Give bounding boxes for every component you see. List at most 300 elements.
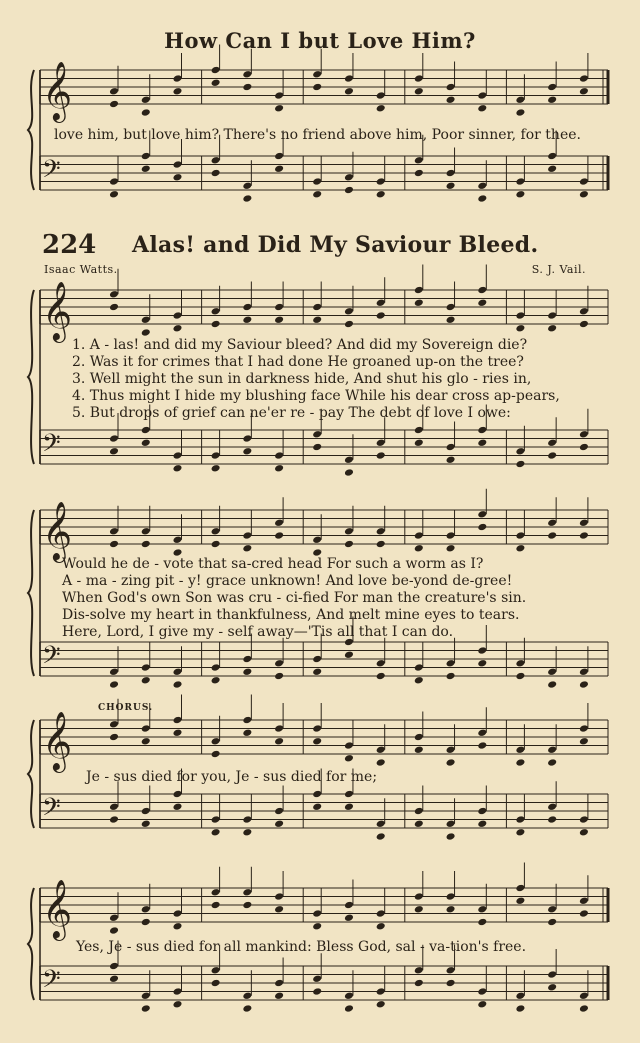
note-head	[376, 819, 386, 828]
note-head	[109, 100, 119, 109]
note-head	[211, 320, 221, 329]
note-head	[446, 315, 456, 324]
note-head	[414, 544, 424, 553]
note-head	[141, 328, 151, 337]
note-head	[211, 663, 221, 672]
note-head	[376, 540, 386, 549]
note-head	[211, 307, 221, 316]
author-credit: Isaac Watts.	[44, 263, 118, 276]
note-head	[211, 979, 221, 988]
note-head	[211, 888, 221, 897]
note-head	[547, 95, 557, 104]
treble-clef: 𝄞	[42, 880, 73, 939]
note-head	[312, 535, 322, 544]
note-head	[141, 152, 151, 161]
note-head	[446, 443, 456, 452]
note-head	[414, 169, 424, 178]
note-head	[242, 303, 252, 312]
verse-line-5a: 5. But drops of grief can ne'er re - pay The debt of love I owe:	[72, 405, 511, 421]
note-head	[344, 74, 354, 83]
note-head	[173, 909, 183, 918]
note-head	[414, 87, 424, 96]
note-head	[242, 83, 252, 92]
note-head	[344, 913, 354, 922]
note-head	[547, 758, 557, 767]
chorus-lyric-1: Je - sus died for you, Je - sus died for me;	[86, 769, 378, 785]
chorus-label: CHORUS.	[98, 703, 154, 713]
note-head	[414, 733, 424, 742]
treble-clef: 𝄞	[42, 282, 73, 341]
note-head	[477, 659, 487, 668]
note-head	[579, 737, 589, 746]
note-head	[376, 438, 386, 447]
note-head	[515, 324, 525, 333]
note-head	[547, 745, 557, 754]
note-head	[242, 447, 252, 456]
note-head	[211, 169, 221, 178]
note-head	[109, 962, 119, 971]
note-head	[376, 659, 386, 668]
note-head	[109, 303, 119, 312]
note-head	[477, 1000, 487, 1009]
note-head	[211, 78, 221, 87]
note-head	[242, 828, 252, 837]
note-head	[141, 676, 151, 685]
note-head	[477, 426, 487, 435]
note-head	[579, 991, 589, 1000]
note-head	[446, 95, 456, 104]
note-head	[312, 909, 322, 918]
note-head	[274, 892, 284, 901]
note-head	[376, 922, 386, 931]
note-head	[414, 979, 424, 988]
note-head	[446, 83, 456, 92]
note-head	[173, 922, 183, 931]
note-head	[376, 527, 386, 536]
note-head	[211, 540, 221, 549]
note-head	[344, 901, 354, 910]
note-head	[579, 815, 589, 824]
note-head	[344, 991, 354, 1000]
note-head	[141, 737, 151, 746]
note-head	[211, 156, 221, 165]
note-head	[515, 544, 525, 553]
note-head	[515, 108, 525, 117]
note-head	[376, 177, 386, 186]
note-head	[274, 724, 284, 733]
note-head	[274, 819, 284, 828]
note-head	[173, 324, 183, 333]
note-head	[376, 451, 386, 460]
note-head	[414, 156, 424, 165]
note-head	[579, 531, 589, 540]
note-head	[477, 91, 487, 100]
system-brace	[28, 888, 34, 1000]
note-head	[376, 832, 386, 841]
note-head	[109, 680, 119, 689]
note-head	[446, 966, 456, 975]
note-head	[173, 464, 183, 473]
verse-line-3b: When God's own Son was cru - ci-fied For man the creature's sin.	[62, 590, 527, 606]
note-head	[109, 926, 119, 935]
note-head	[477, 104, 487, 113]
note-head	[547, 311, 557, 320]
note-head	[547, 451, 557, 460]
note-head	[312, 190, 322, 199]
system-brace	[28, 70, 34, 190]
note-head	[173, 667, 183, 676]
note-head	[274, 905, 284, 914]
note-head	[109, 540, 119, 549]
note-head	[376, 91, 386, 100]
note-head	[579, 177, 589, 186]
note-head	[312, 974, 322, 983]
note-head	[211, 676, 221, 685]
note-head	[274, 164, 284, 173]
note-head	[173, 160, 183, 169]
note-head	[579, 1004, 589, 1013]
note-head	[109, 290, 119, 299]
note-head	[515, 672, 525, 681]
note-head	[477, 728, 487, 737]
note-head	[579, 443, 589, 452]
note-head	[344, 468, 354, 477]
note-head	[274, 518, 284, 527]
note-head	[515, 815, 525, 824]
note-head	[547, 152, 557, 161]
note-head	[344, 87, 354, 96]
note-head	[547, 667, 557, 676]
note-head	[579, 724, 589, 733]
note-head	[547, 905, 557, 914]
prev-hymn-lyric: love him, but love him? There's no friend above him, Poor sinner, for thee.	[54, 127, 581, 143]
note-head	[477, 819, 487, 828]
note-head	[211, 737, 221, 746]
note-head	[109, 802, 119, 811]
note-head	[579, 430, 589, 439]
note-head	[547, 324, 557, 333]
note-head	[141, 905, 151, 914]
note-head	[109, 190, 119, 199]
note-head	[141, 438, 151, 447]
note-head	[274, 464, 284, 473]
note-head	[242, 991, 252, 1000]
note-head	[141, 315, 151, 324]
treble-clef: 𝄞	[42, 502, 73, 561]
note-head	[547, 164, 557, 173]
note-head	[312, 802, 322, 811]
verse-line-4a: 4. Thus might I hide my blushing face While his dear cross ap-pears,	[72, 388, 560, 404]
note-head	[547, 438, 557, 447]
note-head	[312, 70, 322, 79]
note-head	[109, 434, 119, 443]
note-head	[344, 186, 354, 195]
note-head	[173, 716, 183, 725]
note-head	[547, 983, 557, 992]
verse-line-4b: Dis-solve my heart in thankfulness, And melt mine eyes to tears.	[62, 607, 520, 623]
note-head	[376, 104, 386, 113]
note-head	[141, 724, 151, 733]
note-head	[242, 716, 252, 725]
note-head	[274, 737, 284, 746]
note-head	[446, 659, 456, 668]
note-head	[414, 426, 424, 435]
note-head	[242, 901, 252, 910]
treble-clef: 𝄞	[42, 712, 73, 771]
note-head	[312, 177, 322, 186]
verse-line-1a: 1. A - las! and did my Saviour bleed? And did my Sovereign die?	[72, 337, 528, 353]
note-head	[242, 181, 252, 190]
note-head	[242, 544, 252, 553]
note-head	[312, 667, 322, 676]
note-head	[274, 152, 284, 161]
note-head	[109, 913, 119, 922]
note-head	[109, 527, 119, 536]
note-head	[477, 905, 487, 914]
note-head	[312, 737, 322, 746]
note-head	[109, 667, 119, 676]
note-head	[211, 66, 221, 75]
note-head	[211, 815, 221, 824]
note-head	[242, 315, 252, 324]
note-head	[376, 1000, 386, 1009]
note-head	[579, 307, 589, 316]
note-head	[414, 74, 424, 83]
note-head	[141, 819, 151, 828]
note-head	[579, 896, 589, 905]
note-head	[242, 1004, 252, 1013]
note-head	[515, 884, 525, 893]
note-head	[242, 815, 252, 824]
note-head	[173, 1000, 183, 1009]
note-head	[344, 173, 354, 182]
note-head	[547, 802, 557, 811]
note-head	[274, 991, 284, 1000]
note-head	[173, 802, 183, 811]
note-head	[376, 758, 386, 767]
note-head	[109, 974, 119, 983]
note-head	[242, 888, 252, 897]
note-head	[446, 819, 456, 828]
note-head	[515, 531, 525, 540]
note-head	[446, 892, 456, 901]
note-head	[446, 455, 456, 464]
note-head	[579, 190, 589, 199]
note-head	[414, 286, 424, 295]
note-head	[515, 745, 525, 754]
bass-clef: 𝄢	[42, 792, 61, 827]
note-head	[312, 303, 322, 312]
note-head	[141, 108, 151, 117]
verse-line-1b: Would he de - vote that sa-cred head For such a worm as I?	[62, 556, 484, 572]
note-head	[376, 909, 386, 918]
hymn-number: 224	[42, 230, 97, 260]
note-head	[414, 819, 424, 828]
note-head	[141, 663, 151, 672]
note-head	[446, 672, 456, 681]
note-head	[344, 455, 354, 464]
note-head	[274, 104, 284, 113]
note-head	[173, 680, 183, 689]
note-head	[211, 750, 221, 759]
note-head	[515, 95, 525, 104]
note-head	[477, 298, 487, 307]
note-head	[515, 828, 525, 837]
note-head	[579, 909, 589, 918]
note-head	[242, 70, 252, 79]
note-head	[446, 758, 456, 767]
note-head	[515, 460, 525, 469]
note-head	[477, 181, 487, 190]
note-head	[477, 918, 487, 927]
note-head	[109, 720, 119, 729]
note-head	[312, 655, 322, 664]
note-head	[446, 979, 456, 988]
note-head	[547, 815, 557, 824]
note-head	[515, 311, 525, 320]
note-head	[274, 91, 284, 100]
verse-line-3a: 3. Well might the sun in darkness hide, And shut his glo - ries in,	[72, 371, 532, 387]
note-head	[109, 733, 119, 742]
note-head	[141, 991, 151, 1000]
note-head	[344, 790, 354, 799]
note-head	[376, 190, 386, 199]
note-head	[242, 728, 252, 737]
note-head	[242, 655, 252, 664]
bass-clef: 𝄢	[42, 154, 61, 189]
note-head	[344, 320, 354, 329]
note-head	[446, 169, 456, 178]
note-head	[579, 74, 589, 83]
note-head	[446, 531, 456, 540]
composer-credit: S. J. Vail.	[531, 263, 586, 276]
note-head	[477, 438, 487, 447]
note-head	[109, 177, 119, 186]
note-head	[414, 745, 424, 754]
note-head	[414, 663, 424, 672]
note-head	[515, 177, 525, 186]
note-head	[274, 451, 284, 460]
note-head	[141, 807, 151, 816]
note-head	[376, 311, 386, 320]
note-head	[141, 164, 151, 173]
note-head	[141, 1004, 151, 1013]
note-head	[344, 754, 354, 763]
note-head	[312, 987, 322, 996]
note-head	[446, 905, 456, 914]
note-head	[414, 298, 424, 307]
note-head	[312, 443, 322, 452]
note-head	[344, 650, 354, 659]
prev-hymn-title: How Can I but Love Him?	[164, 28, 476, 53]
note-head	[579, 518, 589, 527]
note-head	[173, 451, 183, 460]
note-head	[414, 531, 424, 540]
note-head	[414, 676, 424, 685]
note-head	[173, 728, 183, 737]
note-head	[344, 540, 354, 549]
note-head	[242, 531, 252, 540]
note-head	[211, 464, 221, 473]
note-head	[173, 311, 183, 320]
system-brace	[28, 510, 34, 676]
verse-line-5b: Here, Lord, I give my - self away—'Tis all that I can do.	[62, 624, 454, 640]
note-head	[515, 190, 525, 199]
note-head	[211, 527, 221, 536]
note-head	[414, 807, 424, 816]
note-head	[141, 540, 151, 549]
note-head	[414, 438, 424, 447]
note-head	[344, 1004, 354, 1013]
note-head	[579, 667, 589, 676]
note-head	[446, 745, 456, 754]
note-head	[515, 659, 525, 668]
note-head	[173, 87, 183, 96]
note-head	[242, 194, 252, 203]
note-head	[173, 987, 183, 996]
system-brace	[28, 720, 34, 828]
note-head	[477, 523, 487, 532]
note-head	[109, 87, 119, 96]
system-brace	[28, 290, 34, 464]
note-head	[109, 447, 119, 456]
note-head	[477, 646, 487, 655]
note-head	[477, 741, 487, 750]
treble-clef: 𝄞	[42, 62, 73, 121]
verse-line-2a: 2. Was it for crimes that I had done He groaned up-on the tree?	[72, 354, 524, 370]
note-head	[579, 680, 589, 689]
note-head	[141, 426, 151, 435]
note-head	[141, 527, 151, 536]
note-head	[477, 987, 487, 996]
note-head	[477, 194, 487, 203]
note-head	[414, 892, 424, 901]
note-head	[274, 531, 284, 540]
note-head	[515, 896, 525, 905]
note-head	[173, 74, 183, 83]
note-head	[547, 531, 557, 540]
note-head	[274, 807, 284, 816]
bass-clef: 𝄢	[42, 640, 61, 675]
note-head	[312, 430, 322, 439]
note-head	[446, 303, 456, 312]
note-head	[376, 672, 386, 681]
note-head	[344, 802, 354, 811]
note-head	[344, 307, 354, 316]
chorus-lyric-2: Yes, Je - sus died for all mankind: Bless God, sal - va-tion's free.	[76, 939, 527, 955]
note-head	[477, 510, 487, 519]
note-head	[173, 535, 183, 544]
note-head	[579, 320, 589, 329]
note-head	[414, 905, 424, 914]
note-head	[312, 315, 322, 324]
note-head	[344, 741, 354, 750]
note-head	[344, 527, 354, 536]
note-head	[312, 83, 322, 92]
note-head	[446, 832, 456, 841]
note-head	[547, 918, 557, 927]
note-head	[414, 966, 424, 975]
bass-clef: 𝄢	[42, 964, 61, 999]
note-head	[173, 173, 183, 182]
note-head	[211, 828, 221, 837]
note-head	[211, 901, 221, 910]
note-head	[515, 447, 525, 456]
note-head	[274, 315, 284, 324]
note-head	[141, 95, 151, 104]
note-head	[446, 181, 456, 190]
note-head	[579, 828, 589, 837]
